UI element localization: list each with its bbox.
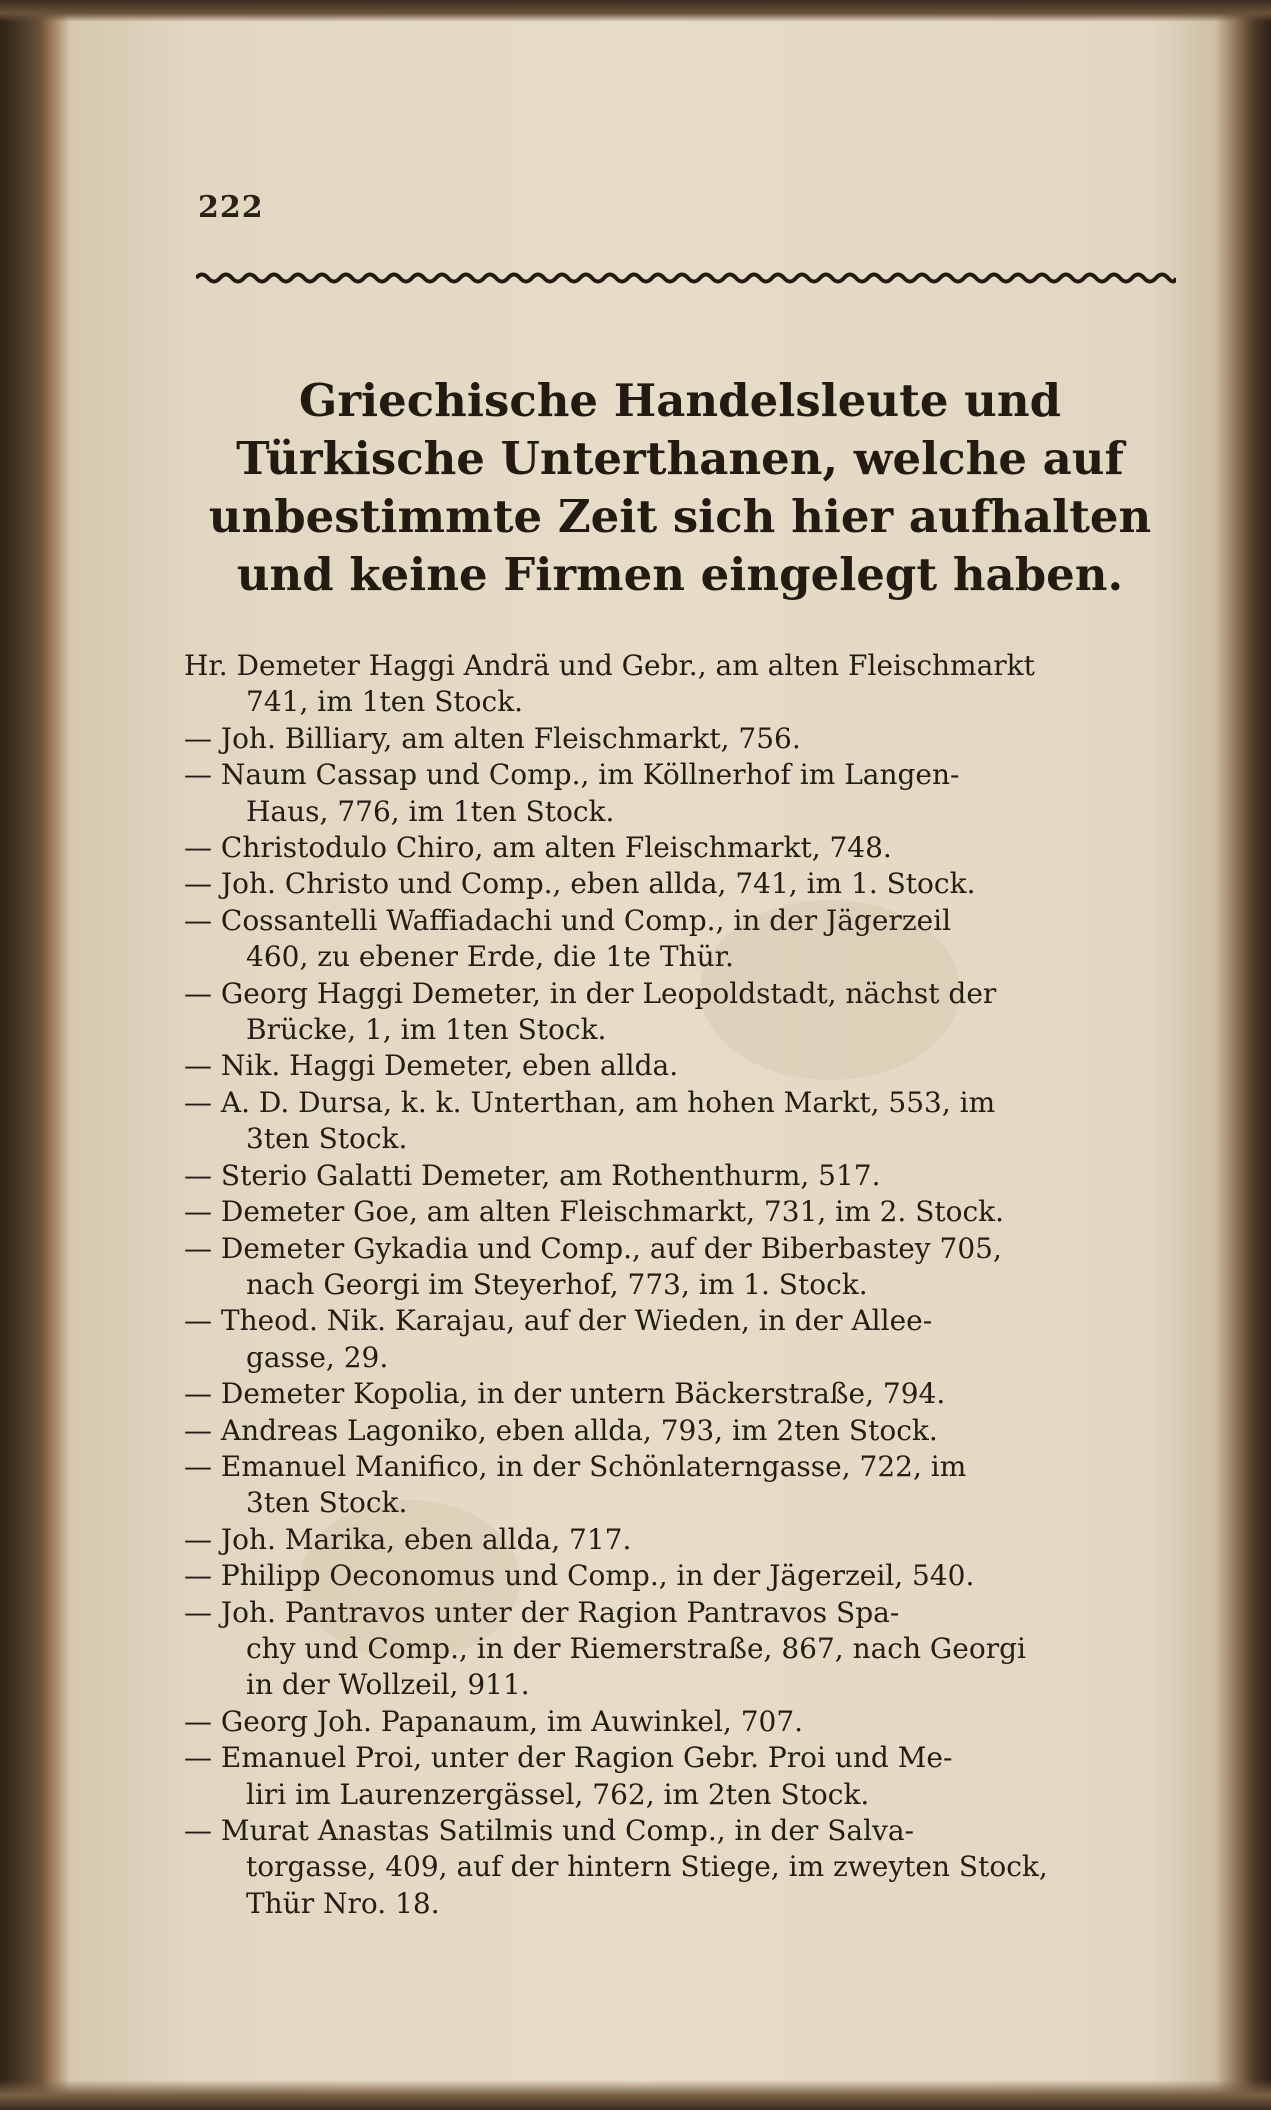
merchant-entry-line: — Joh. Marika, eben allda, 717.: [184, 1522, 632, 1556]
merchant-entry-continuation: torgasse, 409, auf der hintern Stiege, im zweyten Stock,: [246, 1850, 1048, 1884]
decorative-wave-rule: [196, 268, 1176, 288]
merchant-entry-line: — Demeter Gykadia und Comp., auf der Biberbastey 705,: [184, 1231, 1002, 1265]
merchant-entry: [184, 648, 1174, 721]
merchant-entry: [184, 1085, 1174, 1158]
merchant-entry-continuation: nach Georgi im Steyerhof, 773, im 1. Stock.: [246, 1267, 868, 1301]
merchant-list: [184, 648, 1174, 1922]
merchant-entry-continuation: gasse, 29.: [246, 1340, 389, 1374]
merchant-entry-line: — Theod. Nik. Karajau, auf der Wieden, in der Allee-: [184, 1304, 933, 1338]
page-number: 222: [198, 190, 264, 225]
merchant-entry: [184, 1740, 1174, 1813]
merchant-entry-line: — Christodulo Chiro, am alten Fleischmarkt, 748.: [184, 831, 892, 865]
merchant-entry-line: — A. D. Dursa, k. k. Unterthan, am hohen Markt, 553, im: [184, 1085, 996, 1119]
merchant-entry-line: — Demeter Goe, am alten Fleischmarkt, 731, im 2. Stock.: [184, 1195, 1005, 1229]
merchant-entry-line: — Philipp Oeconomus und Comp., in der Jägerzeil, 540.: [184, 1559, 975, 1593]
merchant-entry: [184, 1558, 1174, 1594]
merchant-entry-continuation: 741, im 1ten Stock.: [246, 685, 524, 719]
merchant-entry: [184, 1231, 1174, 1304]
merchant-entry-line: — Murat Anastas Satilmis und Comp., in der Salva-: [184, 1814, 914, 1847]
merchant-entry: [184, 721, 1174, 757]
merchant-entry-continuation: Haus, 776, im 1ten Stock.: [246, 794, 615, 828]
merchant-entry-continuation: chy und Comp., in der Riemerstraße, 867, nach Georgi: [246, 1631, 1026, 1665]
merchant-entry-line: — Sterio Galatti Demeter, am Rothenthurm, 517.: [184, 1158, 881, 1192]
merchant-entry: [184, 976, 1174, 1049]
merchant-entry-line: — Joh. Christo und Comp., eben allda, 741, im 1. Stock.: [184, 867, 976, 901]
merchant-entry-line: — Nik. Haggi Demeter, eben allda.: [184, 1049, 679, 1083]
merchant-entry: [184, 1376, 1174, 1412]
merchant-entry: [184, 1158, 1174, 1194]
merchant-entry-continuation: Thür Nro. 18.: [246, 1886, 440, 1920]
merchant-entry-line: — Andreas Lagoniko, eben allda, 793, im 2ten Stock.: [184, 1413, 938, 1447]
merchant-entry-line: — Naum Cassap und Comp., im Köllnerhof im Langen-: [184, 758, 960, 792]
merchant-entry: [184, 1194, 1174, 1230]
merchant-entry-continuation: in der Wollzeil, 911.: [246, 1668, 530, 1702]
merchant-entry-line: — Georg Joh. Papanaum, im Auwinkel, 707.: [184, 1704, 804, 1738]
merchant-entry: [184, 830, 1174, 866]
merchant-entry-line: — Emanuel Proi, unter der Ragion Gebr. Proi und Me-: [184, 1741, 953, 1775]
merchant-entry-line: — Joh. Pantravos unter der Ragion Pantravos Spa-: [184, 1595, 900, 1629]
merchant-entry-continuation: Brücke, 1, im 1ten Stock.: [246, 1013, 607, 1047]
merchant-entry-continuation: 3ten Stock.: [246, 1486, 408, 1520]
merchant-entry: [184, 903, 1174, 976]
merchant-entry-continuation: 460, zu ebener Erde, die 1te Thür.: [246, 940, 734, 974]
merchant-entry-line: Hr. Demeter Haggi Andrä und Gebr., am alten Fleischmarkt: [184, 649, 1035, 682]
merchant-entry: [184, 1303, 1174, 1376]
merchant-entry: [184, 1595, 1174, 1704]
merchant-entry-line: — Georg Haggi Demeter, in der Leopoldstadt, nächst der: [184, 976, 997, 1010]
merchant-entry: [184, 1449, 1174, 1522]
merchant-entry-line: — Demeter Kopolia, in der untern Bäckerstraße, 794.: [184, 1377, 946, 1411]
merchant-entry-continuation: 3ten Stock.: [246, 1122, 408, 1156]
merchant-entry: [184, 1413, 1174, 1449]
merchant-entry: [184, 757, 1174, 830]
merchant-entry: [184, 1813, 1174, 1922]
merchant-entry-line: — Cossantelli Waffiadachi und Comp., in der Jägerzeil: [184, 903, 952, 937]
merchant-entry: [184, 1522, 1174, 1558]
merchant-entry: [184, 1704, 1174, 1740]
page-top-edge: [0, 0, 1271, 22]
merchant-entry-line: — Emanuel Manifico, in der Schönlaterngasse, 722, im: [184, 1449, 967, 1483]
section-heading: Griechische Handelsleute und Türkische Unterthanen, welche auf unbestimmte Zeit sich hier aufhalten und keine Firmen eingelegt haben.: [208, 374, 1152, 601]
merchant-entry: [184, 1048, 1174, 1084]
page-bottom-edge: [0, 2080, 1271, 2110]
merchant-entry-continuation: liri im Laurenzergässel, 762, im 2ten Stock.: [246, 1777, 870, 1811]
merchant-entry: [184, 866, 1174, 902]
merchant-entry-line: — Joh. Billiary, am alten Fleischmarkt, 756.: [184, 721, 801, 755]
